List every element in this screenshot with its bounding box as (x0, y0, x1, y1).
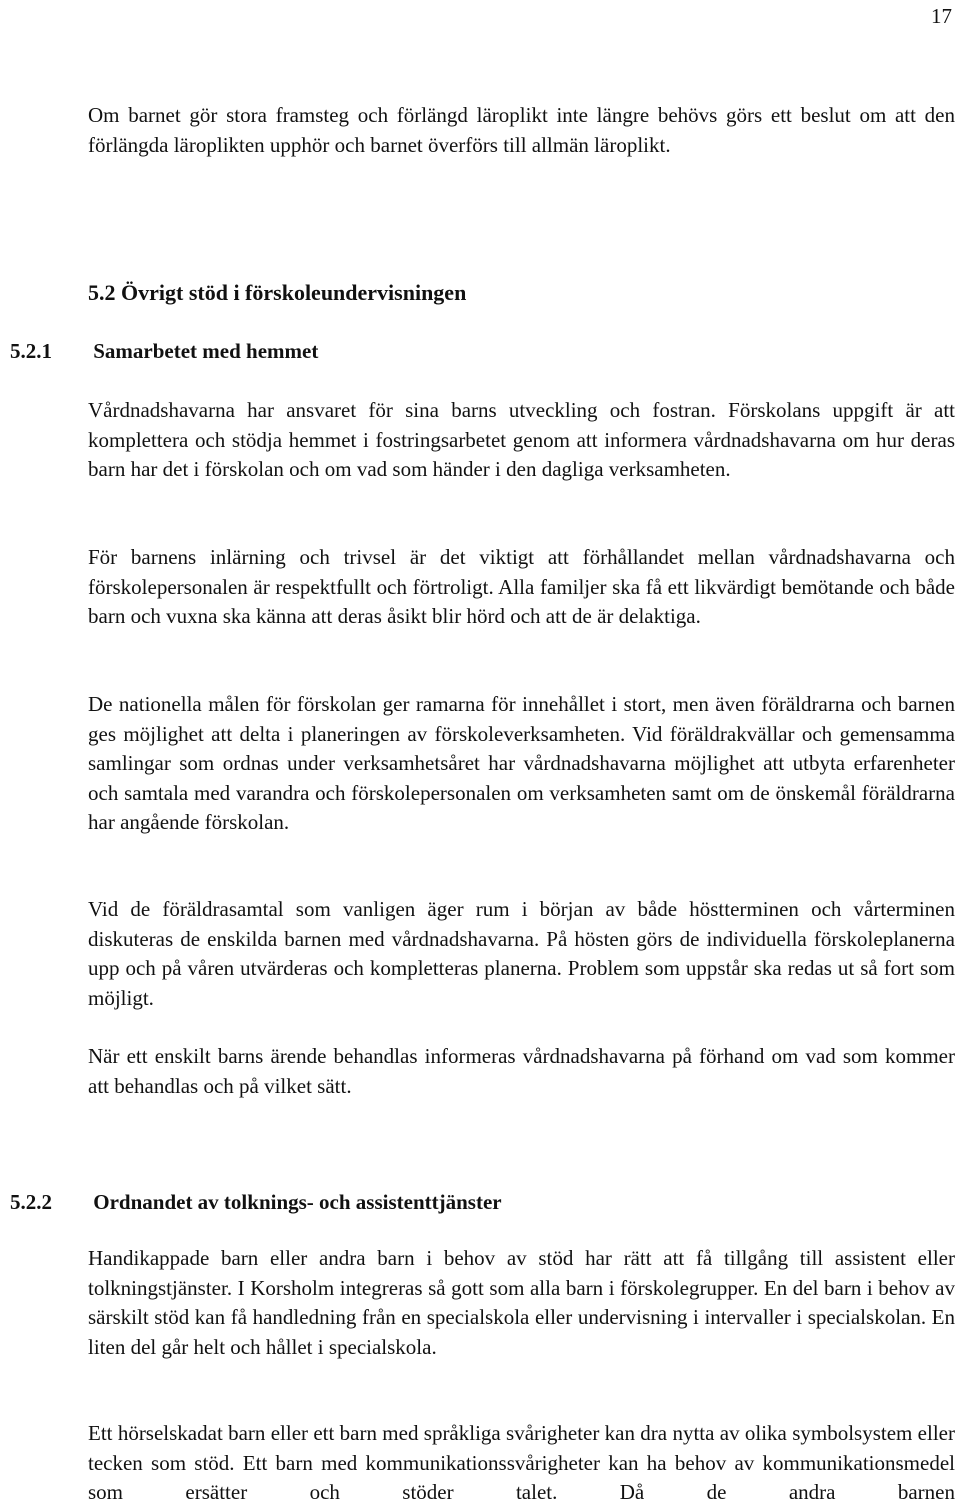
section-title: Samarbetet med hemmet (93, 339, 319, 363)
paragraph: Ett hörselskadat barn eller ett barn med språkliga svårigheter kan dra nytta av olika symbolsystem eller tecken som stöd. Ett barn med kommunikationssvårigheter kan ha behov av kommunikationsmedel som ersätter och stöder talet. Då de andra barnen (88, 1421, 955, 1504)
page-number: 17 (931, 4, 952, 28)
section-heading-5-2-1 (10, 339, 318, 364)
section-title: Ordnandet av tolknings- och assistenttjänster (93, 1190, 502, 1214)
paragraph: När ett enskilt barns ärende behandlas informeras vårdnadshavarna på förhand om vad som kommer att behandlas och på vilket sätt. (88, 1044, 955, 1098)
paragraph: För barnens inlärning och trivsel är det viktigt att förhållandet mellan vårdnadshavarna och förskolepersonalen är respektfullt och förtroligt. Alla familjer ska få ett likvärdigt bemötande och både barn och vuxna ska känna att deras åsikt blir hörd och att de är delaktiga. (88, 545, 955, 628)
section-number: 5.2.2 (10, 1190, 52, 1214)
paragraph: De nationella målen för förskolan ger ramarna för innehållet i stort, men även föräldrarna och barnen ges möjlighet att delta i planeringen av förskoleverksamheten. Vid föräldrakvällar och gemensamma samlingar som ordnas under verksamhetsåret har vårdnadshavarna möjlighet att utbyta erfarenheter och samtala med varandra och förskolepersonalen om verksamheten samt om de önskemål föräldrarna har angående förskolan. (88, 692, 955, 834)
section-heading-5-2: 5.2 Övrigt stöd i förskoleundervisningen (88, 280, 467, 305)
paragraph: Vårdnadshavarna har ansvaret för sina barns utveckling och fostran. Förskolans uppgift är att komplettera och stödja hemmet i fostringsarbetet genom att informera vårdnadshavarna om hur deras barn har det i förskolan och om vad som händer i den dagliga verksamheten. (88, 398, 955, 481)
section-heading-5-2-2 (10, 1190, 502, 1215)
section-number: 5.2.1 (10, 339, 52, 363)
paragraph: Vid de föräldrasamtal som vanligen äger rum i början av både höstterminen och vårterminen diskuteras de enskilda barnen med vårdnadshavarna. På hösten görs de individuella förskoleplanerna upp och på våren utvärderas och kompletteras planerna. Problem som uppstår ska redas ut så fort som möjligt. (88, 897, 955, 1010)
paragraph: Handikappade barn eller andra barn i behov av stöd har rätt att få tillgång till assistent eller tolkningstjänster. I Korsholm integreras så gott som alla barn i förskolegrupper. En del barn i behov av särskilt stöd kan få handledning från en specialskola eller undervisning i intervaller i specialskolan. En liten del går helt och hållet i specialskola. (88, 1246, 955, 1359)
intro-paragraph: Om barnet gör stora framsteg och förlängd läroplikt inte längre behövs görs ett beslut om att den förlängda läroplikten upphör och barnet överförs till allmän läroplikt. (88, 103, 955, 157)
